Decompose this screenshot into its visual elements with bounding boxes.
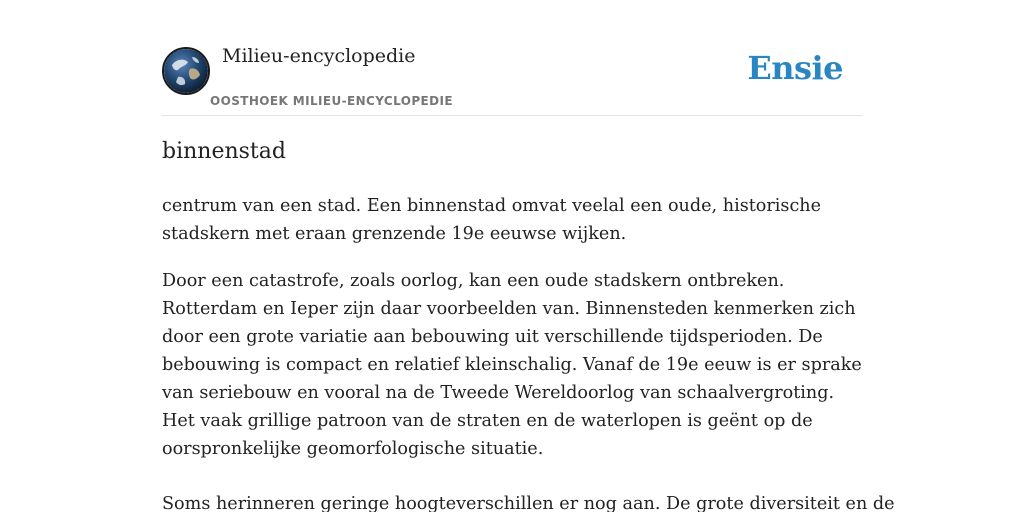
- ensie-brand-link[interactable]: Ensie: [747, 49, 843, 87]
- definition-paragraph-2: Door een catastrofe, zoals oorlog, kan een oude stadskern ontbreken. Rotterdam en Ieper zijn daar voorbeelden van. Binnensteden kenmerken zich door een grote variatie aan bebouwing uit verschillende tijdsperioden. De bebouwing is compact en relatief kleinschalig. Vanaf de 19e eeuw is er sprake van seriebouw en vooral na de Tweede Wereldoorlog van schaalvergroting. Het vaak grillige patroon van de straten en de waterlopen is geënt op de oorspronkelijke geomorfologische situatie.: [162, 271, 862, 459]
- definition-paragraph-3: Soms herinneren geringe hoogteverschillen er nog aan. De grote diversiteit en de: [162, 494, 895, 512]
- page-title: binnenstad: [162, 139, 286, 164]
- site-subtitle: OOSTHOEK MILIEU-ENCYCLOPEDIE: [210, 94, 453, 108]
- definition-paragraph-1: centrum van een stad. Een binnenstad omvat veelal een oude, historische stadskern met eraan grenzende 19e eeuwse wijken.: [162, 196, 822, 244]
- site-header: [162, 0, 862, 116]
- earth-globe-icon[interactable]: [162, 47, 210, 95]
- content-container: [162, 0, 895, 512]
- site-title-link[interactable]: Milieu-encyclopedie: [222, 45, 416, 67]
